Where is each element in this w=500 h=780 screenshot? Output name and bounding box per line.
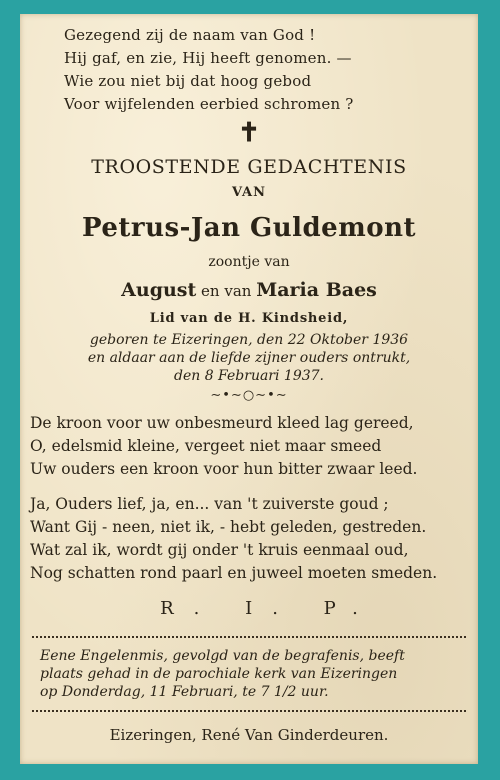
cross-icon: ✝ bbox=[238, 118, 260, 148]
father-name: August bbox=[121, 279, 197, 301]
ornament-divider: ∼•∼○∼•∼ bbox=[210, 388, 288, 403]
verse-line: Ja, Ouders lief, ja, en... van 't zuiverste goud ; bbox=[30, 495, 389, 513]
van-label: VAN bbox=[231, 185, 267, 200]
verse-line: De kroon voor uw onbesmeurd kleed lag gereed, bbox=[30, 414, 414, 432]
membership-line: Lid van de H. Kindsheid, bbox=[149, 311, 349, 326]
opening-verse-line: Voor wijfelenden eerbied schromen ? bbox=[64, 95, 354, 113]
memorial-card bbox=[20, 14, 478, 764]
deceased-name: Petrus-Jan Guldemont bbox=[81, 213, 416, 243]
zoontje-label: zoontje van bbox=[208, 254, 290, 270]
verse-line: Wat zal ik, wordt gij onder 't kruis eenmaal oud, bbox=[30, 541, 409, 559]
card-title: TROOSTENDE GEDACHTENIS bbox=[91, 156, 407, 178]
printer-line: Eizeringen, René Van Ginderdeuren. bbox=[109, 726, 389, 744]
opening-verse-line: Gezegend zij de naam van God ! bbox=[64, 26, 316, 44]
en-van-label: en van bbox=[196, 282, 257, 300]
parents-line bbox=[20, 279, 478, 301]
date-line: en aldaar aan de liefde zijner ouders ontrukt, bbox=[87, 350, 411, 366]
date-line: geboren te Eizeringen, den 22 Oktober 1936 bbox=[89, 332, 409, 348]
verse-line: Uw ouders een kroon voor hun bitter zwaar leed. bbox=[30, 460, 418, 478]
mass-notice-line: Eene Engelenmis, gevolgd van de begrafenis, beeft bbox=[40, 648, 405, 664]
mass-notice-line: plaats gehad in de parochiale kerk van Eizeringen bbox=[40, 666, 398, 682]
dotted-divider bbox=[32, 636, 466, 638]
rip-text: R. I. P. bbox=[160, 598, 378, 619]
opening-verse-line: Wie zou niet bij dat hoog gebod bbox=[64, 72, 312, 90]
verse-line: O, edelsmid kleine, vergeet niet maar smeed bbox=[30, 437, 382, 455]
date-line: den 8 Februari 1937. bbox=[173, 368, 325, 384]
verse-line: Nog schatten rond paarl en juweel moeten smeden. bbox=[30, 564, 438, 582]
verse-line: Want Gij - neen, niet ik, - hebt geleden, gestreden. bbox=[30, 518, 427, 536]
mass-notice-line: op Donderdag, 11 Februari, te 7 1/2 uur. bbox=[40, 684, 329, 700]
opening-verse-line: Hij gaf, en zie, Hij heeft genomen. — bbox=[64, 49, 352, 67]
dotted-divider bbox=[32, 710, 466, 712]
mother-name: Maria Baes bbox=[256, 279, 377, 301]
